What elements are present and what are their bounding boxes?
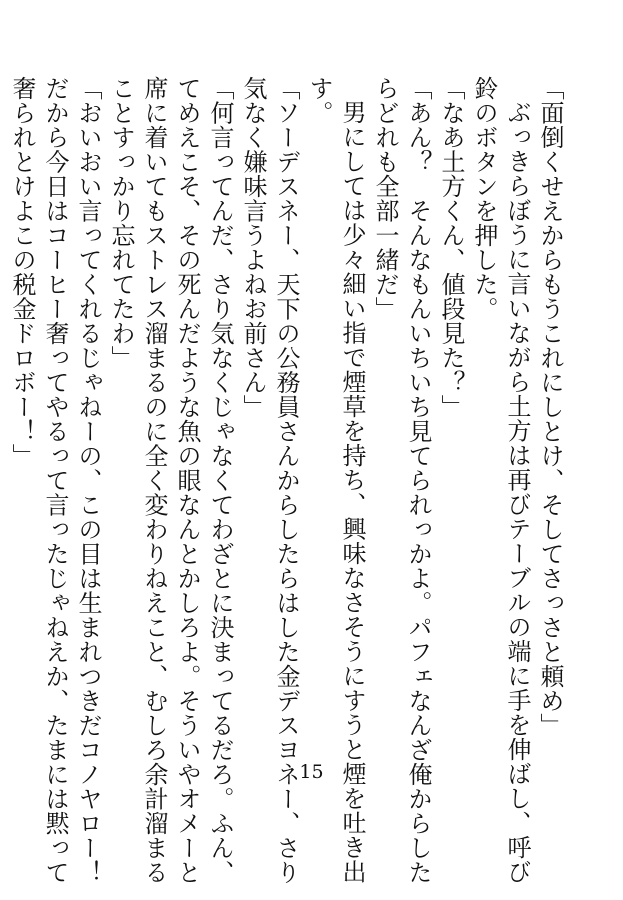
text-line: 「何言ってんだ、さり気なくじゃなくてわざとに決まってるだろ。ふん、 — [206, 76, 234, 885]
text-line: 「おいおい言ってくれるじゃねーの、この目は生まれつきだコノヤロー！ — [74, 76, 102, 885]
text-line: らどれも全部一緒だ」 — [371, 76, 399, 321]
text-line: 「面倒くせえからもうこれにしとけ、そしてさっさと頼め」 — [536, 76, 564, 738]
text-line: てめえこそ、その死んだような魚の眼なんとかしろよ。そういやオメーと — [173, 76, 201, 885]
text-line: 「あん？ そんなもんいちいち見てられっかよ。パフェなんざ俺からした — [404, 76, 432, 885]
text-line: ことすっかり忘れてたわ」 — [107, 76, 135, 370]
text-line: す。 — [305, 76, 333, 125]
page-number: 15 — [299, 761, 324, 783]
text-line: 席に着いてもストレス溜まるのに全く変わりねえこと、むしろ余計溜まる — [140, 76, 168, 885]
text-line: ぶっきらぼうに言いながら土方は再びテーブルの端に手を伸ばし、呼び — [503, 100, 531, 884]
text-line: 「なあ土方くん、値段見た？」 — [437, 76, 465, 419]
text-line: 奢られとけよこの税金ドロボー！」 — [8, 76, 36, 468]
text-line: 鈴のボタンを押した。 — [470, 76, 498, 321]
text-line: 「ソーデスネー、天下の公務員さんからしたらはした金デスヨネー、さり — [272, 76, 300, 885]
vertical-text-block — [5, 76, 566, 885]
text-line: 気なく嫌味言うよねお前さん」 — [239, 76, 267, 419]
text-line: 男にしては少々細い指で煙草を持ち、興味なさそうにすうと煙を吐き出 — [338, 100, 366, 884]
text-line: だから今日はコーヒー奢ってやるって言ったじゃねえか、たまには黙って — [41, 76, 69, 885]
